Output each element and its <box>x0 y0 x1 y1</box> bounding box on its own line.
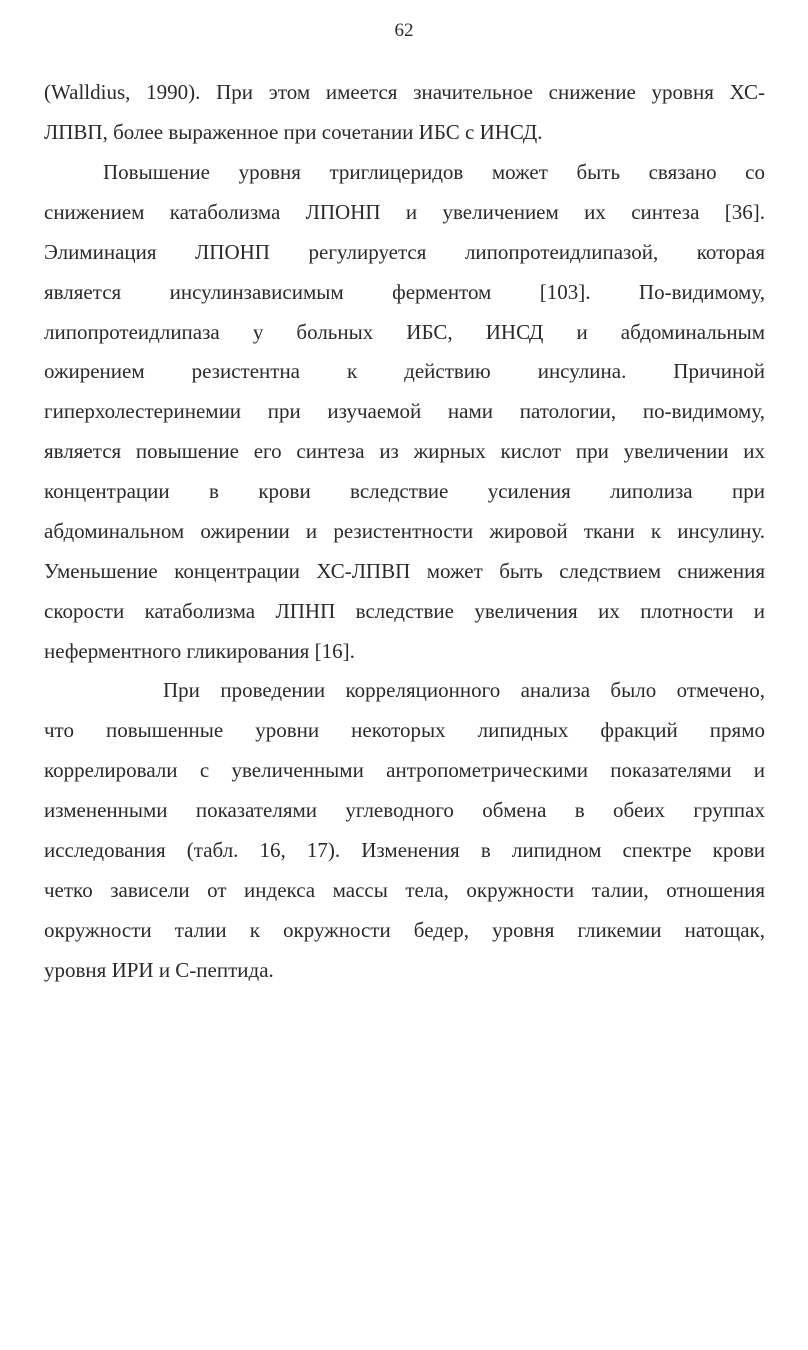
text-line: исследования (табл. 16, 17). Изменения в липидном спектре крови <box>44 838 765 862</box>
text-line: является повышение его синтеза из жирных кислот при увеличении их <box>44 439 765 463</box>
text-line: (Walldius, 1990). При этом имеется значительное снижение уровня ХС- <box>44 80 765 104</box>
text-line: уровня ИРИ и С-пептида. <box>44 958 274 982</box>
text-line: ожирением резистентна к действию инсулина. Причиной <box>44 359 765 383</box>
text-line: скорости катаболизма ЛПНП вследствие увеличения их плотности и <box>44 599 765 623</box>
text-line: липопротеидлипаза у больных ИБС, ИНСД и абдоминальным <box>44 320 765 344</box>
text-line: При проведении корреляционного анализа было отмечено, <box>163 678 765 702</box>
text-line: что повышенные уровни некоторых липидных фракций прямо <box>44 718 765 742</box>
text-line: измененными показателями углеводного обмена в обеих группах <box>44 798 765 822</box>
text-line: коррелировали с увеличенными антропометрическими показателями и <box>44 758 765 782</box>
text-line: Элиминация ЛПОНП регулируется липопротеидлипазой, которая <box>44 240 765 264</box>
text-line: гиперхолестеринемии при изучаемой нами патологии, по-видимому, <box>44 399 765 423</box>
text-line: концентрации в крови вследствие усиления липолиза при <box>44 479 765 503</box>
text-line: неферментного гликирования [16]. <box>44 639 355 663</box>
text-line: четко зависели от индекса массы тела, окружности талии, отношения <box>44 878 765 902</box>
page-number: 62 <box>394 20 414 41</box>
text-line: снижением катаболизма ЛПОНП и увеличением их синтеза [36]. <box>44 200 765 224</box>
text-line: ЛПВП, более выраженное при сочетании ИБС с ИНСД. <box>44 120 543 144</box>
text-line: Уменьшение концентрации ХС-ЛПВП может быть следствием снижения <box>44 559 765 583</box>
text-line: окружности талии к окружности бедер, уровня гликемии натощак, <box>44 918 765 942</box>
text-line: является инсулинзависимым ферментом [103]. По-видимому, <box>44 280 765 304</box>
text-line: абдоминальном ожирении и резистентности жировой ткани к инсулину. <box>44 519 765 543</box>
text-line: Повышение уровня триглицеридов может быть связано со <box>103 160 765 184</box>
